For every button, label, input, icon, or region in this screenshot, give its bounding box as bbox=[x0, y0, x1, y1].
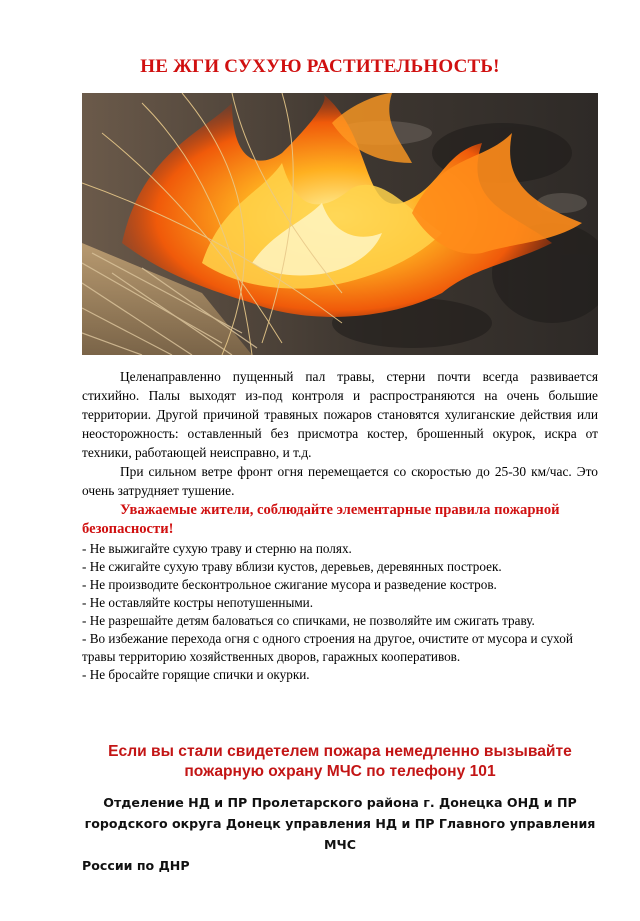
list-item: - Не разрешайте детям баловаться со спичками, не позволяйте им сжигать траву. bbox=[82, 613, 535, 628]
organization-signature bbox=[82, 792, 598, 876]
list-item: - Во избежание перехода огня с одного строения на другое, очистите от мусора и сухой травы территорию хозяйственных дворов, гаражных кооперативов. bbox=[82, 631, 573, 664]
intro-paragraph bbox=[82, 367, 598, 462]
organization-line: России по ДНР bbox=[82, 858, 190, 873]
page-title: НЕ ЖГИ СУХУЮ РАСТИТЕЛЬНОСТЬ! bbox=[140, 56, 500, 77]
paragraph-text: Целенаправленно пущенный пал травы, стерни почти всегда развивается стихийно. Палы выходят из-под контроля и распространяются на очень большие территории. Другой причиной травяных пожаров становятся хулиганские действия или неосторожность: оставленный без присмотра костер, брошенный окурок, искра от техники, работающей неисправно, и т.д. bbox=[82, 369, 598, 460]
emergency-callout: Если вы стали свидетелем пожара немедленно вызывайте пожарную охрану МЧС по телефону 101 bbox=[108, 743, 572, 780]
safety-appeal: Уважаемые жители, соблюдайте элементарные правила пожарной безопасности! bbox=[82, 502, 560, 537]
organization-line: городского округа Донецк управления НД и ПР Главного управления МЧС bbox=[84, 816, 596, 852]
list-item: - Не сжигайте сухую траву вблизи кустов, деревьев, деревянных построек. bbox=[82, 559, 502, 574]
burning-grass-photo bbox=[82, 93, 598, 355]
list-item: - Не выжигайте сухую траву и стерню на полях. bbox=[82, 541, 352, 556]
wind-paragraph bbox=[82, 462, 598, 500]
paragraph-text: При сильном ветре фронт огня перемещается со скоростью до 25-30 км/час. Это очень затрудняет тушение. bbox=[82, 464, 598, 498]
safety-rules-list bbox=[82, 540, 598, 684]
organization-line: Отделение НД и ПР Пролетарского района г. Донецка ОНД и ПР bbox=[103, 795, 577, 810]
list-item: - Не производите бесконтрольное сжигание мусора и разведение костров. bbox=[82, 577, 497, 592]
list-item: - Не бросайте горящие спички и окурки. bbox=[82, 667, 310, 682]
list-item: - Не оставляйте костры непотушенными. bbox=[82, 595, 314, 610]
